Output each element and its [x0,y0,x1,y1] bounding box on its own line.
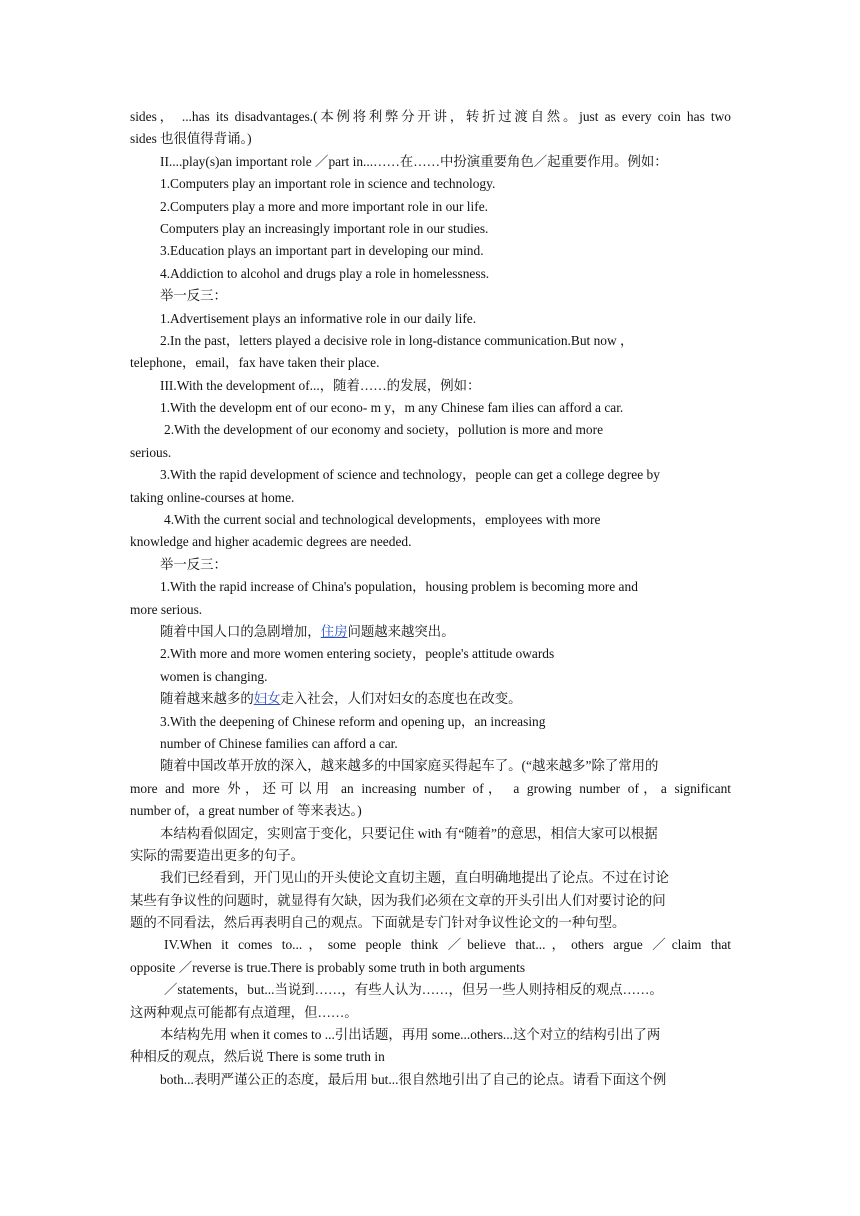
text-line: opposite ／reverse is true.There is probably some truth in both arguments [130,959,526,975]
text-segment: 随着越来越多的 [160,691,254,707]
example-line: 3.With the rapid development of science and technology，people can get a college degree by [160,467,660,483]
text-line: taking online-courses at home. [130,489,295,505]
text-line: number of，a great number of 等来表达。) [130,803,362,819]
text-line: knowledge and higher academic degrees are needed. [130,534,412,550]
text-line: sides 也很值得背诵。) [130,131,252,147]
text-line: 题的不同看法，然后再表明自己的观点。下面就是专门针对争议性论文的一种句型。 [130,915,626,931]
example-line: 2.In the past，letters played a decisive role in long-distance communication.But now ， [160,332,634,348]
example-line: Computers play an increasingly important role in our studies. [160,220,489,236]
text-line: ／statements，but...当说到……，有些人认为……，但另一些人则持相反的观点……。 [164,982,663,998]
example-line: 1.Computers play an important role in science and technology. [160,176,496,192]
section-heading-iv: IV.When it comes to...，some people think ／believe that...，others argue ／claim that [164,937,731,953]
text-line: serious. [130,444,172,460]
text-segment: 走入社会，人们对妇女的态度也在改变。 [280,691,522,707]
example-line: 4.With the current social and technological developments，employees with more [164,512,601,528]
text-line: more serious. [130,601,203,617]
translation-line: 随着中国改革开放的深入，越来越多的中国家庭买得起车了。(“越来越多”除了常用的 [160,758,659,774]
link-women[interactable]: 妇女 [253,691,281,707]
text-line: sides， ...has its disadvantages.(本例将利弊分开讲，转折过渡自然。just as every coin has two [130,109,731,124]
text-segment: 问题越来越突出。 [347,623,455,639]
text-line: more and more 外，还可以用 an increasing number of， a growing number of，a significant [130,780,731,796]
example-line: 2.Computers play a more and more important role in our life. [160,198,488,214]
text-line: telephone，email，fax have taken their place. [130,355,380,371]
text-line: 这两种观点可能都有点道理，但……。 [130,1004,358,1020]
example-line: 3.With the deepening of Chinese reform and opening up，an increasing [160,713,546,729]
text-line: 本结构看似固定，实则富于变化，只要记住 with 有“随着”的意思，相信大家可以根据 [160,825,658,841]
text-line: 本结构先用 when it comes to ...引出话题，再用 some...others...这个对立的结构引出了两 [160,1027,661,1043]
section-heading-ii: II....play(s)an important role ／part in...……在……中扮演重要角色／起重要作用。例如： [160,153,668,169]
example-line: 3.Education plays an important part in developing our mind. [160,243,484,259]
translation-line [130,621,731,643]
text-line: 实际的需要造出更多的句子。 [130,847,305,863]
example-line: 2.With more and more women entering society，people's attitude owards [160,646,555,662]
example-line: 2.With the development of our economy and society，pollution is more and more [164,422,604,438]
example-line: number of Chinese families can afford a car. [160,735,398,751]
link-housing[interactable]: 住房 [320,623,348,639]
subheading: 举一反三： [160,556,227,572]
example-line: women is changing. [160,668,268,684]
text-line: both...表明严谨公正的态度，最后用 but...很自然地引出了自己的论点。请看下面这个例 [160,1071,667,1087]
translation-line [130,688,731,710]
example-line: 1.Advertisement plays an informative role in our daily life. [160,310,477,326]
text-line: 某些有争议性的问题时，就显得有欠缺，因为我们必须在文章的开头引出人们对要讨论的问 [130,892,666,908]
section-heading-iii: III.With the development of...，随着……的发展，例如： [160,377,481,393]
example-line: 1.With the rapid increase of China's population，housing problem is becoming more and [160,579,638,595]
example-line: 4.Addiction to alcohol and drugs play a role in homelessness. [160,265,490,281]
document-page [130,106,731,1091]
text-line: 我们已经看到，开门见山的开头使论文直切主题，直白明确地提出了论点。不过在讨论 [160,870,669,886]
text-segment: 随着中国人口的急剧增加， [160,623,321,639]
example-line: 1.With the developm ent of our econo- m y，m any Chinese fam ilies can afford a car. [160,400,624,416]
text-line: 种相反的观点，然后说 There is some truth in [130,1049,385,1065]
subheading: 举一反三： [160,288,227,304]
